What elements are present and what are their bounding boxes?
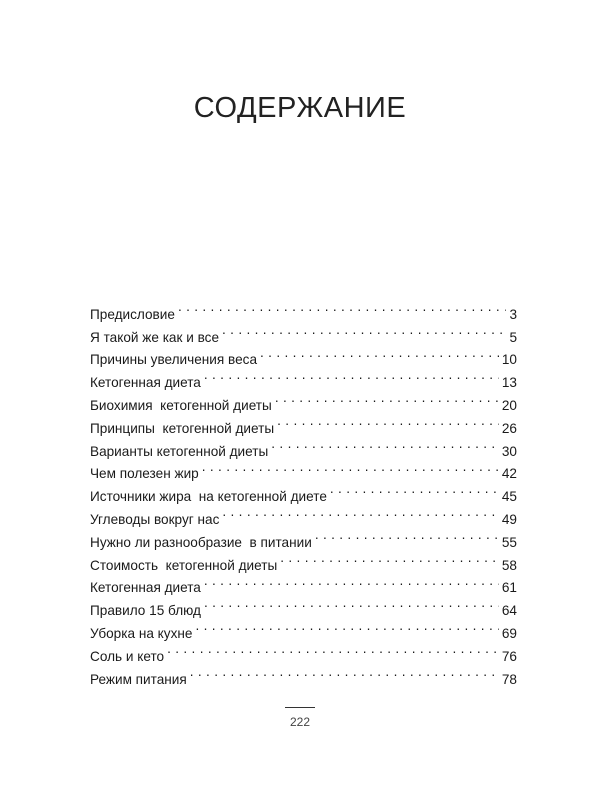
toc-leader-dots xyxy=(275,387,499,410)
toc-entry-page: 10 xyxy=(501,352,517,368)
table-of-contents xyxy=(90,296,517,687)
toc-leader-dots xyxy=(260,342,499,365)
toc-entry[interactable] xyxy=(90,296,517,322)
toc-entry-title: Уборка на кухне xyxy=(90,625,193,641)
toc-entry-page: 3 xyxy=(509,306,517,322)
toc-entry-page: 42 xyxy=(501,466,517,482)
toc-leader-dots xyxy=(271,433,499,456)
toc-entry-title: Биохимия кетогенной диеты xyxy=(90,397,272,413)
toc-entry-page: 20 xyxy=(501,397,517,413)
toc-leader-dots xyxy=(222,319,506,342)
toc-leader-dots xyxy=(280,547,499,570)
toc-leader-dots xyxy=(190,661,499,684)
toc-leader-dots xyxy=(330,478,499,501)
toc-leader-dots xyxy=(204,592,499,615)
toc-entry-page: 61 xyxy=(501,580,517,596)
toc-entry-title: Варианты кетогенной диеты xyxy=(90,443,269,459)
toc-entry-title: Режим питания xyxy=(90,671,187,687)
toc-entry-page: 69 xyxy=(501,625,517,641)
toc-entry-title: Кетогенная диета xyxy=(90,375,201,391)
toc-leader-dots xyxy=(202,456,499,479)
toc-entry-page: 76 xyxy=(501,648,517,664)
toc-leader-dots xyxy=(167,638,499,661)
toc-entry-page: 26 xyxy=(501,420,517,436)
toc-entry-title: Чем полезен жир xyxy=(90,466,199,482)
toc-entry-page: 55 xyxy=(501,534,517,550)
toc-entry-page: 5 xyxy=(509,329,517,345)
toc-entry-title: Я такой же как и все xyxy=(90,329,220,345)
toc-entry-title: Стоимость кетогенной диеты xyxy=(90,557,278,573)
toc-entry-title: Предисловие xyxy=(90,306,175,322)
toc-leader-dots xyxy=(204,364,499,387)
toc-entry-title: Кетогенная диета xyxy=(90,580,201,596)
toc-entry-page: 58 xyxy=(501,557,517,573)
toc-entry-title: Принципы кетогенной диеты xyxy=(90,420,275,436)
toc-leader-dots xyxy=(204,570,499,593)
toc-leader-dots xyxy=(277,410,499,433)
toc-entry-title: Причины увеличения веса xyxy=(90,352,258,368)
page-title: СОДЕРЖАНИЕ xyxy=(193,92,407,124)
toc-entry-title: Нужно ли разнообразие в питании xyxy=(90,534,312,550)
toc-entry-title: Соль и кето xyxy=(90,648,165,664)
page-number: 222 xyxy=(289,715,311,729)
toc-leader-dots xyxy=(195,615,498,638)
toc-entry-page: 78 xyxy=(501,671,517,687)
toc-leader-dots xyxy=(315,524,499,547)
toc-entry-page: 13 xyxy=(501,375,517,391)
toc-entry-page: 45 xyxy=(501,489,517,505)
folio-rule xyxy=(285,707,315,708)
toc-entry-title: Правило 15 блюд xyxy=(90,603,201,619)
toc-leader-dots xyxy=(222,501,499,524)
toc-entry-title: Источники жира на кетогенной диете xyxy=(90,489,327,505)
toc-entry-page: 49 xyxy=(501,511,517,527)
toc-leader-dots xyxy=(178,296,507,319)
toc-entry-page: 64 xyxy=(501,603,517,619)
toc-entry-title: Углеводы вокруг нас xyxy=(90,511,220,527)
toc-entry-page: 30 xyxy=(501,443,517,459)
